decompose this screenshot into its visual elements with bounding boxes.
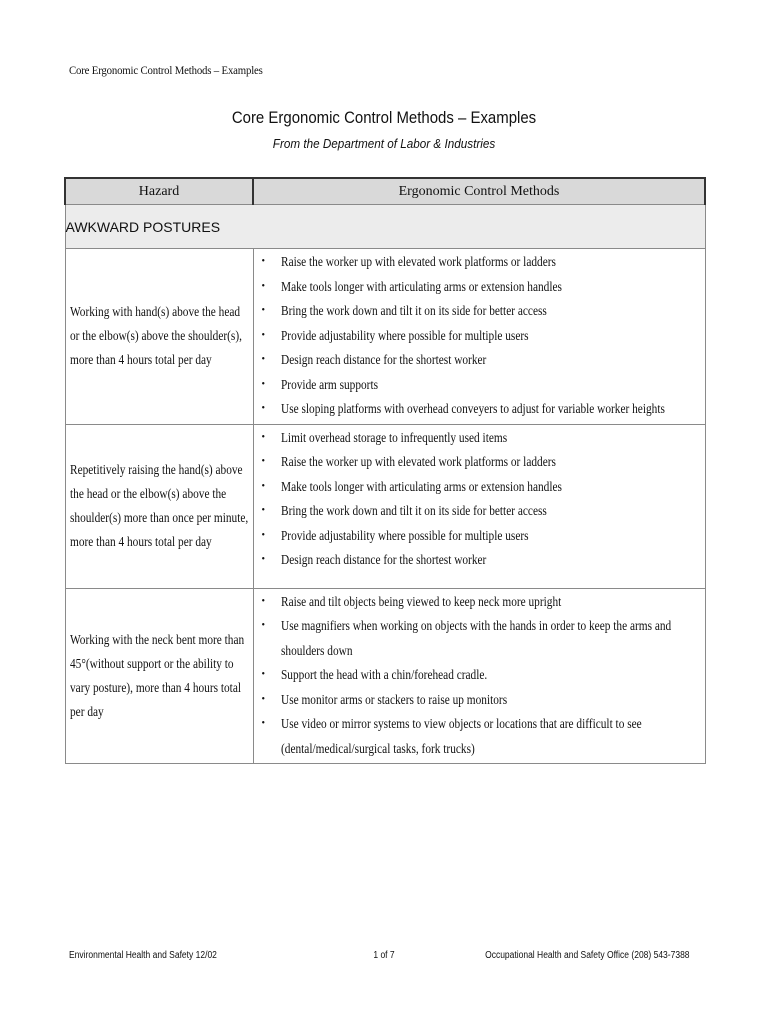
- bullet-icon: •: [261, 403, 266, 414]
- bullet-icon: •: [261, 480, 266, 492]
- method-item: [262, 299, 705, 324]
- section-title: AWKWARD POSTURES: [65, 205, 705, 249]
- method-text: Design reach distance for the shortest worker: [280, 352, 486, 367]
- header-hazard: [65, 178, 253, 205]
- bullet-icon: •: [261, 280, 266, 292]
- table-row: [65, 424, 705, 588]
- methods-cell: [253, 424, 705, 588]
- method-list: [262, 250, 705, 422]
- table-row: [65, 249, 705, 425]
- method-item: [262, 250, 705, 275]
- method-item: [262, 348, 705, 373]
- method-text: Raise and tilt objects being viewed to keep neck more upright: [280, 593, 561, 609]
- running-header: Core Ergonomic Control Methods – Examples: [69, 63, 263, 77]
- section-row-awkward-postures: [65, 205, 705, 249]
- method-text: Bring the work down and tilt it on its side for better access: [280, 303, 547, 318]
- method-text: Design reach distance for the shortest worker: [280, 552, 486, 567]
- method-item: [262, 275, 705, 300]
- footer-page-number: 1 of 7: [373, 950, 395, 961]
- method-text: Raise the worker up with elevated work platforms or ladders: [280, 254, 556, 269]
- method-item: [262, 614, 705, 663]
- method-list: [262, 590, 705, 762]
- method-text: Make tools longer with articulating arms or extension handles: [280, 478, 562, 494]
- bullet-icon: •: [261, 529, 266, 541]
- method-text: Provide adjustability where possible for multiple users: [280, 327, 529, 343]
- document-title: Core Ergonomic Control Methods – Examples: [231, 108, 537, 127]
- bullet-icon: •: [261, 305, 266, 316]
- method-item: [262, 663, 705, 688]
- hazard-cell: [65, 249, 253, 425]
- header-control-methods-label: Ergonomic Control Methods: [398, 183, 560, 199]
- hazard-text: Working with hand(s) above the head or the elbow(s) above the shoulder(s), more than 4 hours total per day: [69, 304, 242, 368]
- bullet-icon: •: [261, 329, 266, 341]
- header-control-methods: [253, 178, 705, 205]
- method-item: [262, 426, 705, 451]
- hazard-cell: [65, 424, 253, 588]
- method-item: [262, 373, 705, 398]
- bullet-icon: •: [261, 456, 266, 467]
- method-text: Limit overhead storage to infrequently used items: [280, 429, 507, 445]
- bullet-icon: •: [261, 620, 266, 631]
- method-list: [262, 426, 705, 573]
- method-item: [262, 548, 705, 573]
- header-hazard-label: Hazard: [138, 183, 180, 199]
- method-item: [262, 475, 705, 500]
- footer-left: Environmental Health and Safety 12/02: [69, 950, 217, 961]
- bullet-icon: •: [261, 595, 266, 607]
- method-item: [262, 590, 705, 615]
- method-text: Make tools longer with articulating arms or extension handles: [280, 278, 562, 294]
- hazard-text: Working with the neck bent more than 45°(without support or the ability to vary posture), more than 4 hours total per day: [69, 631, 244, 719]
- bullet-icon: •: [261, 354, 266, 365]
- method-item: [262, 524, 705, 549]
- method-text: Use monitor arms or stackers to raise up monitors: [280, 691, 507, 707]
- method-text: Support the head with a chin/forehead cradle.: [280, 667, 487, 682]
- method-item: [262, 499, 705, 524]
- method-item: [262, 397, 705, 422]
- method-text: Bring the work down and tilt it on its side for better access: [280, 503, 547, 518]
- bullet-icon: •: [261, 669, 266, 680]
- document-subtitle: From the Department of Labor & Industries: [272, 136, 496, 151]
- bullet-icon: •: [261, 378, 266, 390]
- method-item: [262, 712, 705, 761]
- method-item: [262, 324, 705, 349]
- ergonomic-controls-table: [64, 177, 706, 764]
- method-text: Use sloping platforms with overhead conveyers to adjust for variable worker heights: [280, 401, 665, 416]
- bullet-icon: •: [261, 718, 266, 729]
- method-item: [262, 450, 705, 475]
- methods-cell: [253, 249, 705, 425]
- table-row: [65, 588, 705, 764]
- table-header-row: [65, 178, 705, 205]
- bullet-icon: •: [261, 256, 266, 267]
- method-text: Use video or mirror systems to view objects or locations that are difficult to see (dental/medical/surgical tasks, fork trucks): [280, 716, 642, 756]
- method-text: Use magnifiers when working on objects with the hands in order to keep the arms and shoulders down: [280, 618, 671, 658]
- bullet-icon: •: [261, 693, 266, 705]
- footer-right: Occupational Health and Safety Office (208) 543-7388: [485, 950, 690, 961]
- method-text: Provide arm supports: [280, 376, 378, 392]
- method-text: Provide adjustability where possible for multiple users: [280, 527, 529, 543]
- hazard-cell: [65, 588, 253, 764]
- methods-cell: [253, 588, 705, 764]
- bullet-icon: •: [261, 431, 266, 443]
- hazard-text: Repetitively raising the hand(s) above the head or the elbow(s) above the shoulder(s) more than once per minute, more than 4 hours total per day: [69, 462, 248, 549]
- bullet-icon: •: [261, 554, 266, 565]
- method-text: Raise the worker up with elevated work platforms or ladders: [280, 454, 556, 469]
- method-item: [262, 688, 705, 713]
- bullet-icon: •: [261, 505, 266, 516]
